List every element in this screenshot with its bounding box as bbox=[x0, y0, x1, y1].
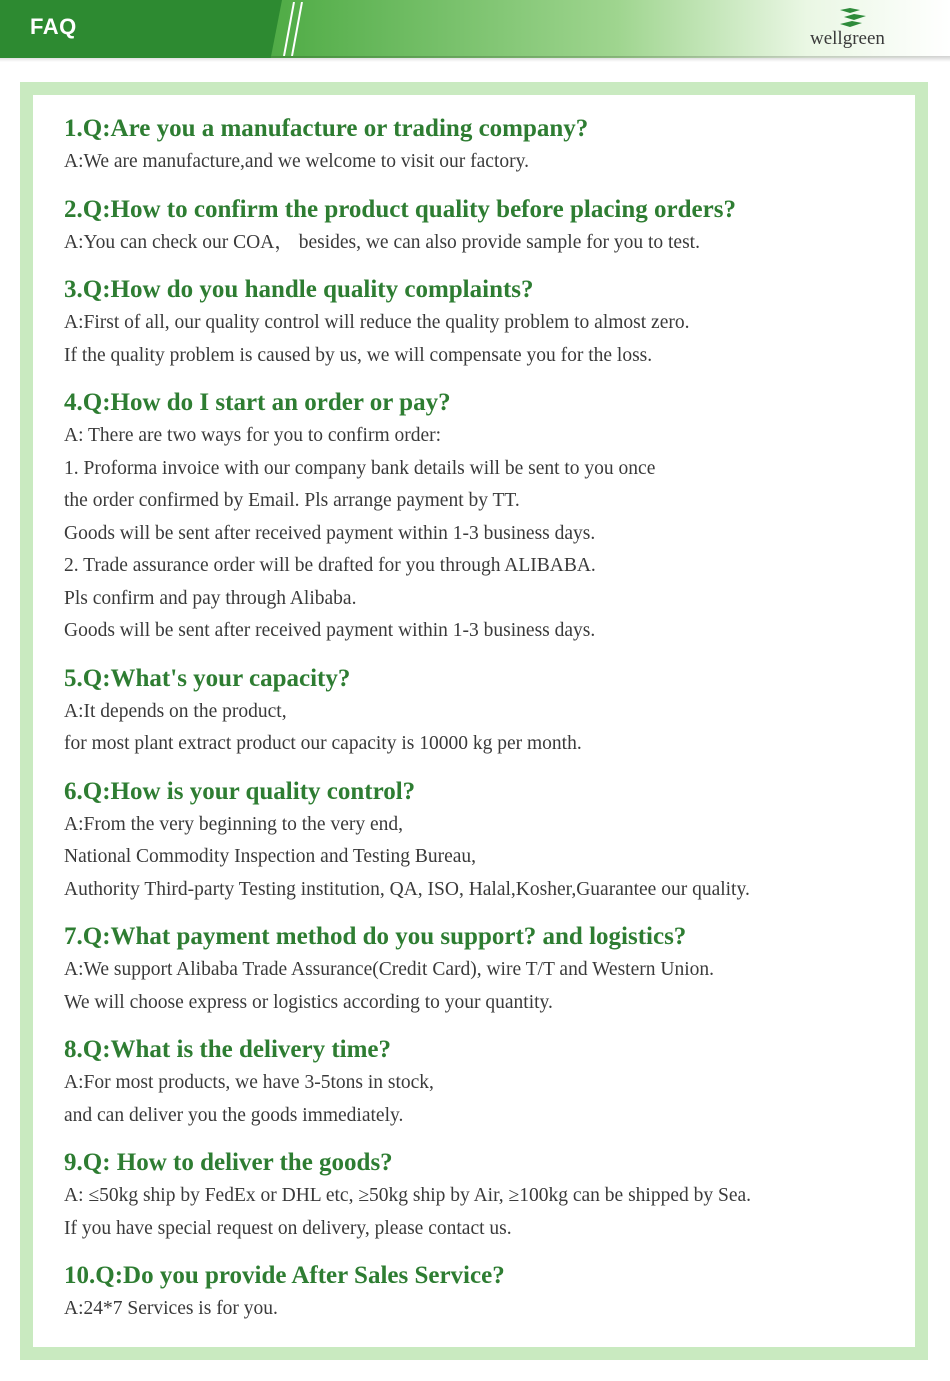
faq-answer-line: A:It depends on the product, bbox=[64, 700, 287, 722]
faq-answer-line: A:From the very beginning to the very end, bbox=[64, 813, 404, 835]
brand-name: wellgreen bbox=[810, 28, 885, 49]
faq-answer-line: for most plant extract product our capacity is 10000 kg per month. bbox=[64, 733, 582, 754]
faq-answer-line: 1. Proforma invoice with our company bank details will be sent to you once bbox=[64, 457, 656, 479]
faq-item-2 bbox=[64, 193, 924, 260]
faq-question: 2.Q:How to confirm the product quality before placing orders? bbox=[64, 195, 736, 223]
faq-answer-line: Goods will be sent after received payment within 1-3 business days. bbox=[64, 620, 596, 641]
faq-question: 8.Q:What is the delivery time? bbox=[64, 1036, 392, 1063]
faq-answer-line: A:First of all, our quality control will reduce the quality problem to almost zero. bbox=[64, 312, 690, 333]
faq-item-10 bbox=[64, 1259, 924, 1326]
faq-answer-line: If you have special request on delivery, please contact us. bbox=[64, 1217, 512, 1239]
slash-decoration-icon bbox=[282, 2, 306, 56]
page-title: FAQ bbox=[30, 14, 77, 39]
faq-answer-line: A:We are manufacture,and we welcome to visit our factory. bbox=[64, 151, 529, 172]
faq-item-9 bbox=[64, 1146, 924, 1245]
faq-item-4 bbox=[64, 386, 924, 648]
faq-answer-line: Pls confirm and pay through Alibaba. bbox=[64, 587, 357, 609]
faq-item-8 bbox=[64, 1033, 924, 1132]
faq-question: 9.Q: How to deliver the goods? bbox=[64, 1149, 393, 1176]
faq-answer-line: A:We support Alibaba Trade Assurance(Credit Card), wire T/T and Western Union. bbox=[64, 959, 714, 980]
faq-answer-line: 2. Trade assurance order will be drafted for you through ALIBABA. bbox=[64, 555, 596, 576]
faq-answer-line: Authority Third-party Testing institution, QA, ISO, Halal,Kosher,Guarantee our quality. bbox=[64, 878, 750, 900]
faq-answer-line: Goods will be sent after received payment within 1-3 business days. bbox=[64, 522, 596, 544]
faq-answer-line: If the quality problem is caused by us, we will compensate you for the loss. bbox=[64, 344, 653, 366]
faq-question: 3.Q:How do you handle quality complaints? bbox=[64, 276, 534, 303]
faq-answer-line: the order confirmed by Email. Pls arrange payment by TT. bbox=[64, 490, 520, 511]
faq-answer-line: A:24*7 Services is for you. bbox=[64, 1298, 278, 1319]
faq-item-1 bbox=[64, 112, 924, 179]
faq-answer-line: A: ≤50kg ship by FedEx or DHL etc, ≥50kg ship by Air, ≥100kg can be shipped by Sea. bbox=[64, 1185, 752, 1206]
faq-answer-line: We will choose express or logistics according to your quantity. bbox=[64, 991, 553, 1013]
faq-item-7 bbox=[64, 920, 924, 1019]
faq-question: 10.Q:Do you provide After Sales Service? bbox=[64, 1262, 505, 1289]
faq-question: 1.Q:Are you a manufacture or trading company? bbox=[64, 115, 589, 142]
leaf-logo-icon bbox=[836, 6, 870, 28]
faq-question: 5.Q:What's your capacity? bbox=[64, 664, 351, 692]
faq-question: 6.Q:How is your quality control? bbox=[64, 777, 416, 805]
faq-item-6 bbox=[64, 775, 924, 907]
faq-item-5 bbox=[64, 662, 924, 761]
brand-logo bbox=[806, 6, 896, 52]
faq-answer-line: A: There are two ways for you to confirm order: bbox=[64, 425, 442, 446]
faq-question: 7.Q:What payment method do you support? and logistics? bbox=[64, 923, 687, 950]
faq-answer-line: and can deliver you the goods immediately. bbox=[64, 1104, 404, 1126]
faq-answer-line: National Commodity Inspection and Testing Bureau, bbox=[64, 846, 477, 867]
faq-list bbox=[64, 112, 924, 1340]
faq-item-3 bbox=[64, 273, 924, 372]
faq-question: 4.Q:How do I start an order or pay? bbox=[64, 389, 451, 416]
faq-answer-line: A:You can check our COA， besides, we can also provide sample for you to test. bbox=[64, 231, 700, 253]
faq-answer-line: A:For most products, we have 3-5tons in stock, bbox=[64, 1072, 434, 1093]
